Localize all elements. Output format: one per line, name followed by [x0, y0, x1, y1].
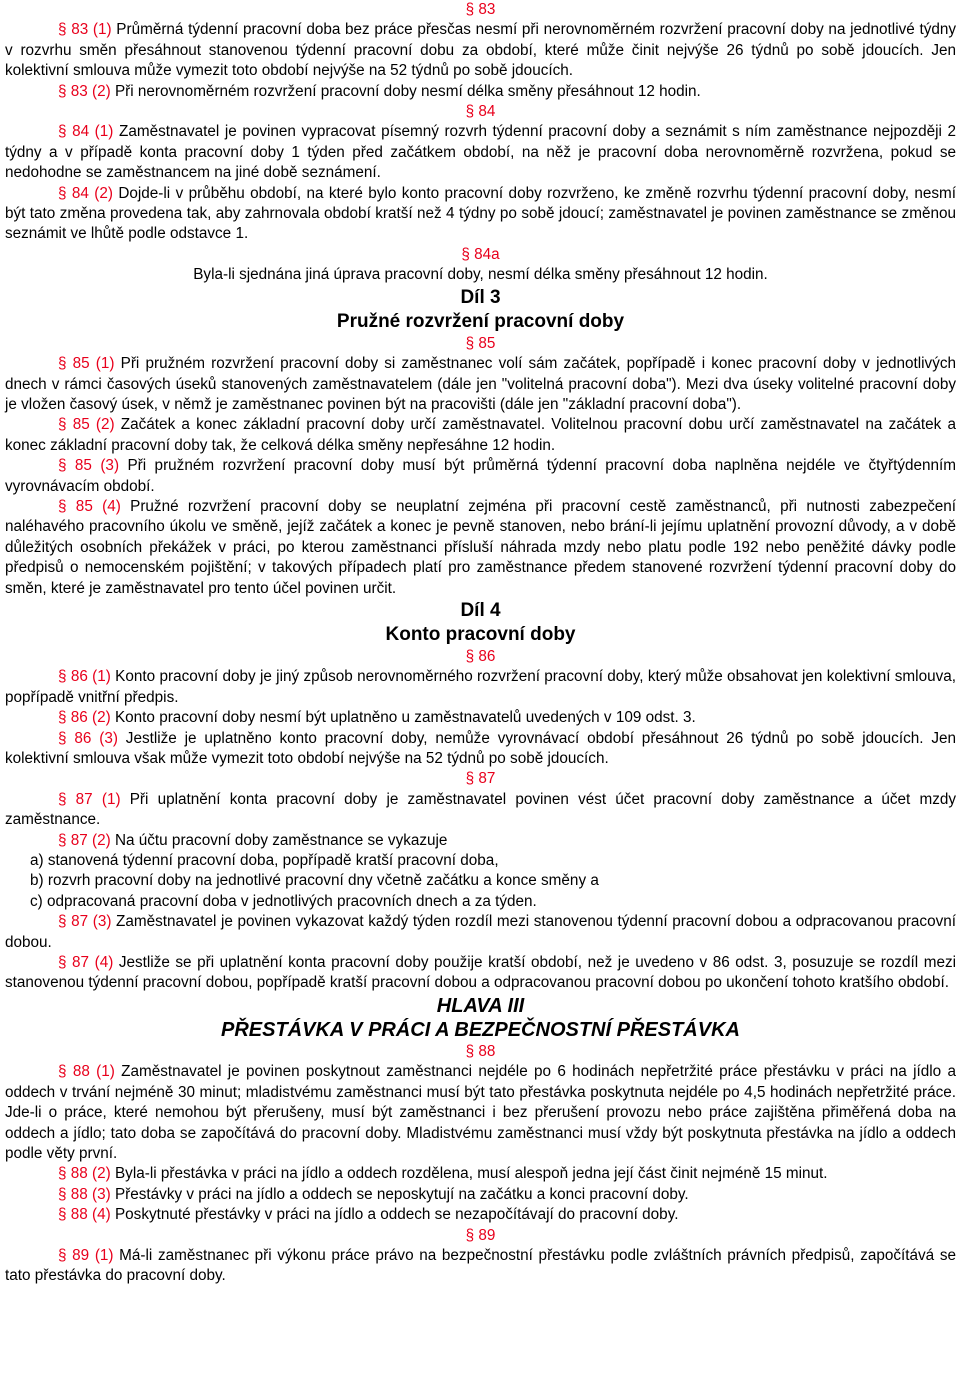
section-heading	[5, 769, 956, 789]
paragraph-ref-link[interactable]: § 83 (2)	[58, 82, 111, 100]
paragraph	[5, 82, 956, 102]
paragraph-text: Při uplatnění konta pracovní doby je zaměstnavatel povinen vést účet pracovní doby zaměstnance a účet mzdy zaměstnance.	[5, 790, 957, 829]
part-heading: Díl 3	[460, 286, 501, 308]
paragraph-ref-link[interactable]: § 85 (2)	[58, 416, 115, 434]
paragraph-text: Zaměstnavatel je povinen vypracovat písemný rozvrh týdenní pracovní doby a seznámit s ním zaměstnance nejpozději 2 týdny a v případě konta pracovní doby 1 týden před začátkem období, na něž je pracovní doba nerovnoměrně rozvržena, pokud se nedohodne se zaměstnancem na jiné době seznámení.	[5, 123, 957, 182]
paragraph-ref-link[interactable]: § 85 (3)	[58, 457, 120, 475]
section-heading	[5, 245, 956, 265]
section-heading	[5, 1226, 956, 1246]
paragraph-ref-link[interactable]: § 83 (1)	[58, 21, 112, 39]
part-title: Konto pracovní doby	[385, 623, 576, 645]
paragraph-text: Jestliže je uplatněno konto pracovní doby, nemůže vyrovnávací období přesáhnout 26 týdnů po sobě jdoucích. Jen kolektivní smlouva však může vymezit toto období nejvýše na 52 týdnů po sobě jdoucích.	[5, 729, 956, 767]
paragraph-ref-link[interactable]: § 85 (1)	[58, 355, 115, 373]
paragraph-text: Byla-li přestávka v práci na jídlo a oddech rozdělena, musí alespoň jedna její část činit nejméně 15 minut.	[110, 1165, 828, 1183]
paragraph-text: Konto pracovní doby nesmí být uplatněno u zaměstnavatelů uvedených v 109 odst. 3.	[110, 709, 696, 727]
paragraph-ref-link[interactable]: § 84 (1)	[58, 123, 114, 141]
section-link[interactable]: § 84a	[461, 245, 500, 263]
paragraph	[5, 122, 956, 183]
paragraph-ref-link[interactable]: § 86 (2)	[58, 709, 111, 727]
paragraph-ref-link[interactable]: § 88 (3)	[58, 1185, 111, 1203]
paragraph	[5, 497, 956, 599]
paragraph-text: Při pružném rozvržení pracovní doby musí být průměrná týdenní pracovní doba naplněna nejdéle ve čtyřtýdenním vyrovnávacím období.	[5, 457, 957, 495]
enumerated-list	[5, 851, 956, 912]
paragraph	[5, 708, 956, 728]
section-link[interactable]: § 84	[465, 103, 496, 121]
paragraph-text: Na účtu pracovní doby zaměstnance se vykazuje	[110, 831, 448, 849]
paragraph	[5, 790, 956, 831]
paragraph	[5, 456, 956, 497]
paragraph-text: Přestávky v práci na jídlo a oddech se neposkytují na začátku a konci pracovní doby.	[110, 1185, 689, 1203]
paragraph-ref-link[interactable]: § 88 (2)	[58, 1165, 111, 1183]
section-heading	[5, 1042, 956, 1062]
paragraph-text: Zaměstnavatel je povinen vykazovat každý týden rozdíl mezi stanovenou týdenní pracovní dobou a odpracovanou pracovní dobou.	[5, 913, 956, 951]
paragraph-ref-link[interactable]: § 85 (4)	[58, 497, 121, 515]
paragraph	[5, 1185, 956, 1205]
paragraph-text: Konto pracovní doby je jiný způsob nerovnoměrného rozvržení pracovní doby, který může obsahovat jen kolektivní smlouva, popřípadě vnitřní předpis.	[5, 668, 956, 706]
paragraph	[5, 1164, 956, 1184]
paragraph	[5, 729, 956, 770]
paragraph-text: Při pružném rozvržení pracovní doby si zaměstnanec volí sám začátek, popřípadě i konec pracovní doby v jednotlivých dnech v rámci časových úseků stanovených zaměstnavatelem (dále jen "volitelná pracovní doba"). Mezi dva úseky volitelné pracovní doby je vložen časový úsek, v němž je zaměstnanec povinen být na pracovišti (dále jen "základní pracovní doba").	[5, 355, 957, 413]
paragraph-ref-link[interactable]: § 87 (4)	[58, 954, 114, 972]
chapter-heading: PŘESTÁVKA V PRÁCI A BEZPEČNOSTNÍ PŘESTÁVKA	[221, 1018, 740, 1041]
paragraph	[5, 184, 956, 245]
section-link[interactable]: § 85	[465, 334, 496, 352]
paragraph-ref-link[interactable]: § 87 (2)	[58, 831, 111, 849]
paragraph	[5, 354, 956, 415]
paragraph	[5, 1205, 956, 1225]
part-title: Pružné rozvržení pracovní doby	[336, 310, 625, 332]
list-item: a) stanovená týdenní pracovní doba, popřípadě kratší pracovní doba,	[30, 852, 499, 870]
paragraph-ref-link[interactable]: § 88 (1)	[58, 1063, 115, 1081]
paragraph-text: Jestliže se při uplatnění konta pracovní doby použije kratší období, než je uvedeno v 86 odst. 3, posuzuje se rozdíl mezi stanovenou týdenní pracovní dobou, popřípadě kratší pracovní dobou a odpracovanou pracovní dobou po ukončení tohoto kratšího období.	[5, 954, 956, 992]
paragraph-ref-link[interactable]: § 86 (1)	[58, 668, 111, 686]
section-link[interactable]: § 87	[465, 770, 496, 788]
paragraph-text: Zaměstnavatel je povinen poskytnout zaměstnanci nejdéle po 6 hodinách nepřetržité práce přestávku v práci na jídlo a oddech v trvání nejméně 30 minut; mladistvému zaměstnanci musí být tato přestávka poskytnuta nejdéle po 4,5 hodinách nepřetržité práce. Jde-li o práce, které nemohou být přerušeny, musí být zaměstnanci i bez přerušení provozu nebo práce zajištěna přiměřená doba na oddech a jídlo; tato doba se započítává do pracovní doby. Mladistvému zaměstnanci musí vždy být poskytnuta přestávka na jídlo a oddech podle věty první.	[5, 1063, 956, 1162]
paragraph-centered: Byla-li sjednána jiná úprava pracovní doby, nesmí délka směny přesáhnout 12 hodin.	[193, 266, 768, 284]
paragraph-text: Při nerovnoměrném rozvržení pracovní doby nesmí délka směny přesáhnout 12 hodin.	[110, 82, 701, 100]
paragraph-ref-link[interactable]: § 84 (2)	[58, 184, 113, 202]
paragraph-ref-link[interactable]: § 87 (3)	[58, 913, 112, 931]
list-item: b) rozvrh pracovní doby na jednotlivé pracovní dny včetně začátku a konce směny a	[30, 872, 599, 890]
paragraph	[5, 912, 956, 953]
paragraph-text: Pružné rozvržení pracovní doby se neuplatní zejména při pracovní cestě zaměstnanců, při nutnosti zabezpečení naléhavého pracovního úkolu ve směně, jejíž začátek a konec je pevně stanoven, nebo brání-li jejímu uplatnění provozní důvody, a v době důležitých osobních překážek v práci, po kterou zaměstnanci přísluší náhrada mzdy nebo platu podle 192 nebo peněžité dávky podle předpisů o nemocenském pojištění; v takových případech platí pro zaměstnance předem stanovené rozvržení týdenní pracovní doby do směn, které je zaměstnavatel pro tento účel povinen určit.	[5, 497, 956, 597]
paragraph	[5, 415, 956, 456]
list-item: c) odpracovaná pracovní doba v jednotlivých pracovních dnech a za týden.	[30, 892, 537, 910]
paragraph	[5, 667, 956, 708]
section-link[interactable]: § 88	[465, 1042, 496, 1060]
section-heading	[5, 647, 956, 667]
paragraph	[5, 20, 956, 81]
section-link[interactable]: § 86	[465, 647, 496, 665]
paragraph-ref-link[interactable]: § 88 (4)	[58, 1206, 111, 1224]
paragraph	[5, 1062, 956, 1164]
paragraph	[5, 1246, 956, 1287]
section-heading	[5, 0, 956, 20]
paragraph-text: Začátek a konec základní pracovní doby určí zaměstnavatel. Volitelnou pracovní dobu určí zaměstnavatel na začátek a konec základní pracovní doby tak, že celková délka směny nepřesáhne 12 hodin.	[5, 416, 956, 454]
paragraph	[5, 831, 956, 851]
paragraph-text: Dojde-li v průběhu období, na které bylo konto pracovní doby rozvrženo, ke změně rozvrhu týdenní pracovní doby, nesmí být tato změna provedena tak, aby zahrnovala období kratší než 4 týdny po sobě jdoucí; zaměstnavatel je povinen zaměstnance se změnou seznámit ve lhůtě podle odstavce 1.	[5, 184, 956, 243]
section-heading	[5, 102, 956, 122]
section-heading	[5, 334, 956, 354]
paragraph-text: Průměrná týdenní pracovní doba bez práce přesčas nesmí při nerovnoměrném rozvržení pracovní doby na jednotlivé týdny v rozvrhu směn přesáhnout stanovenou týdenní pracovní dobu za období, které může činit nejvýše 26 týdnů po sobě jdoucích. Jen kolektivní smlouva může vymezit toto období nejvýše na 52 týdnů po sobě jdoucích.	[5, 21, 957, 80]
paragraph	[5, 953, 956, 994]
paragraph-ref-link[interactable]: § 87 (1)	[58, 790, 121, 808]
paragraph-ref-link[interactable]: § 86 (3)	[58, 729, 118, 747]
chapter-heading: HLAVA III	[436, 994, 525, 1017]
section-link[interactable]: § 83	[465, 1, 496, 18]
paragraph-ref-link[interactable]: § 89 (1)	[58, 1246, 114, 1264]
paragraph-text: Má-li zaměstnanec při výkonu práce právo na bezpečnostní přestávku podle zvláštních právních předpisů, započítává se tato přestávka do pracovní doby.	[5, 1246, 956, 1285]
paragraph-text: Poskytnuté přestávky v práci na jídlo a oddech se nezapočítávají do pracovní doby.	[110, 1206, 679, 1224]
section-link[interactable]: § 89	[465, 1226, 496, 1244]
part-heading: Díl 4	[460, 599, 501, 621]
